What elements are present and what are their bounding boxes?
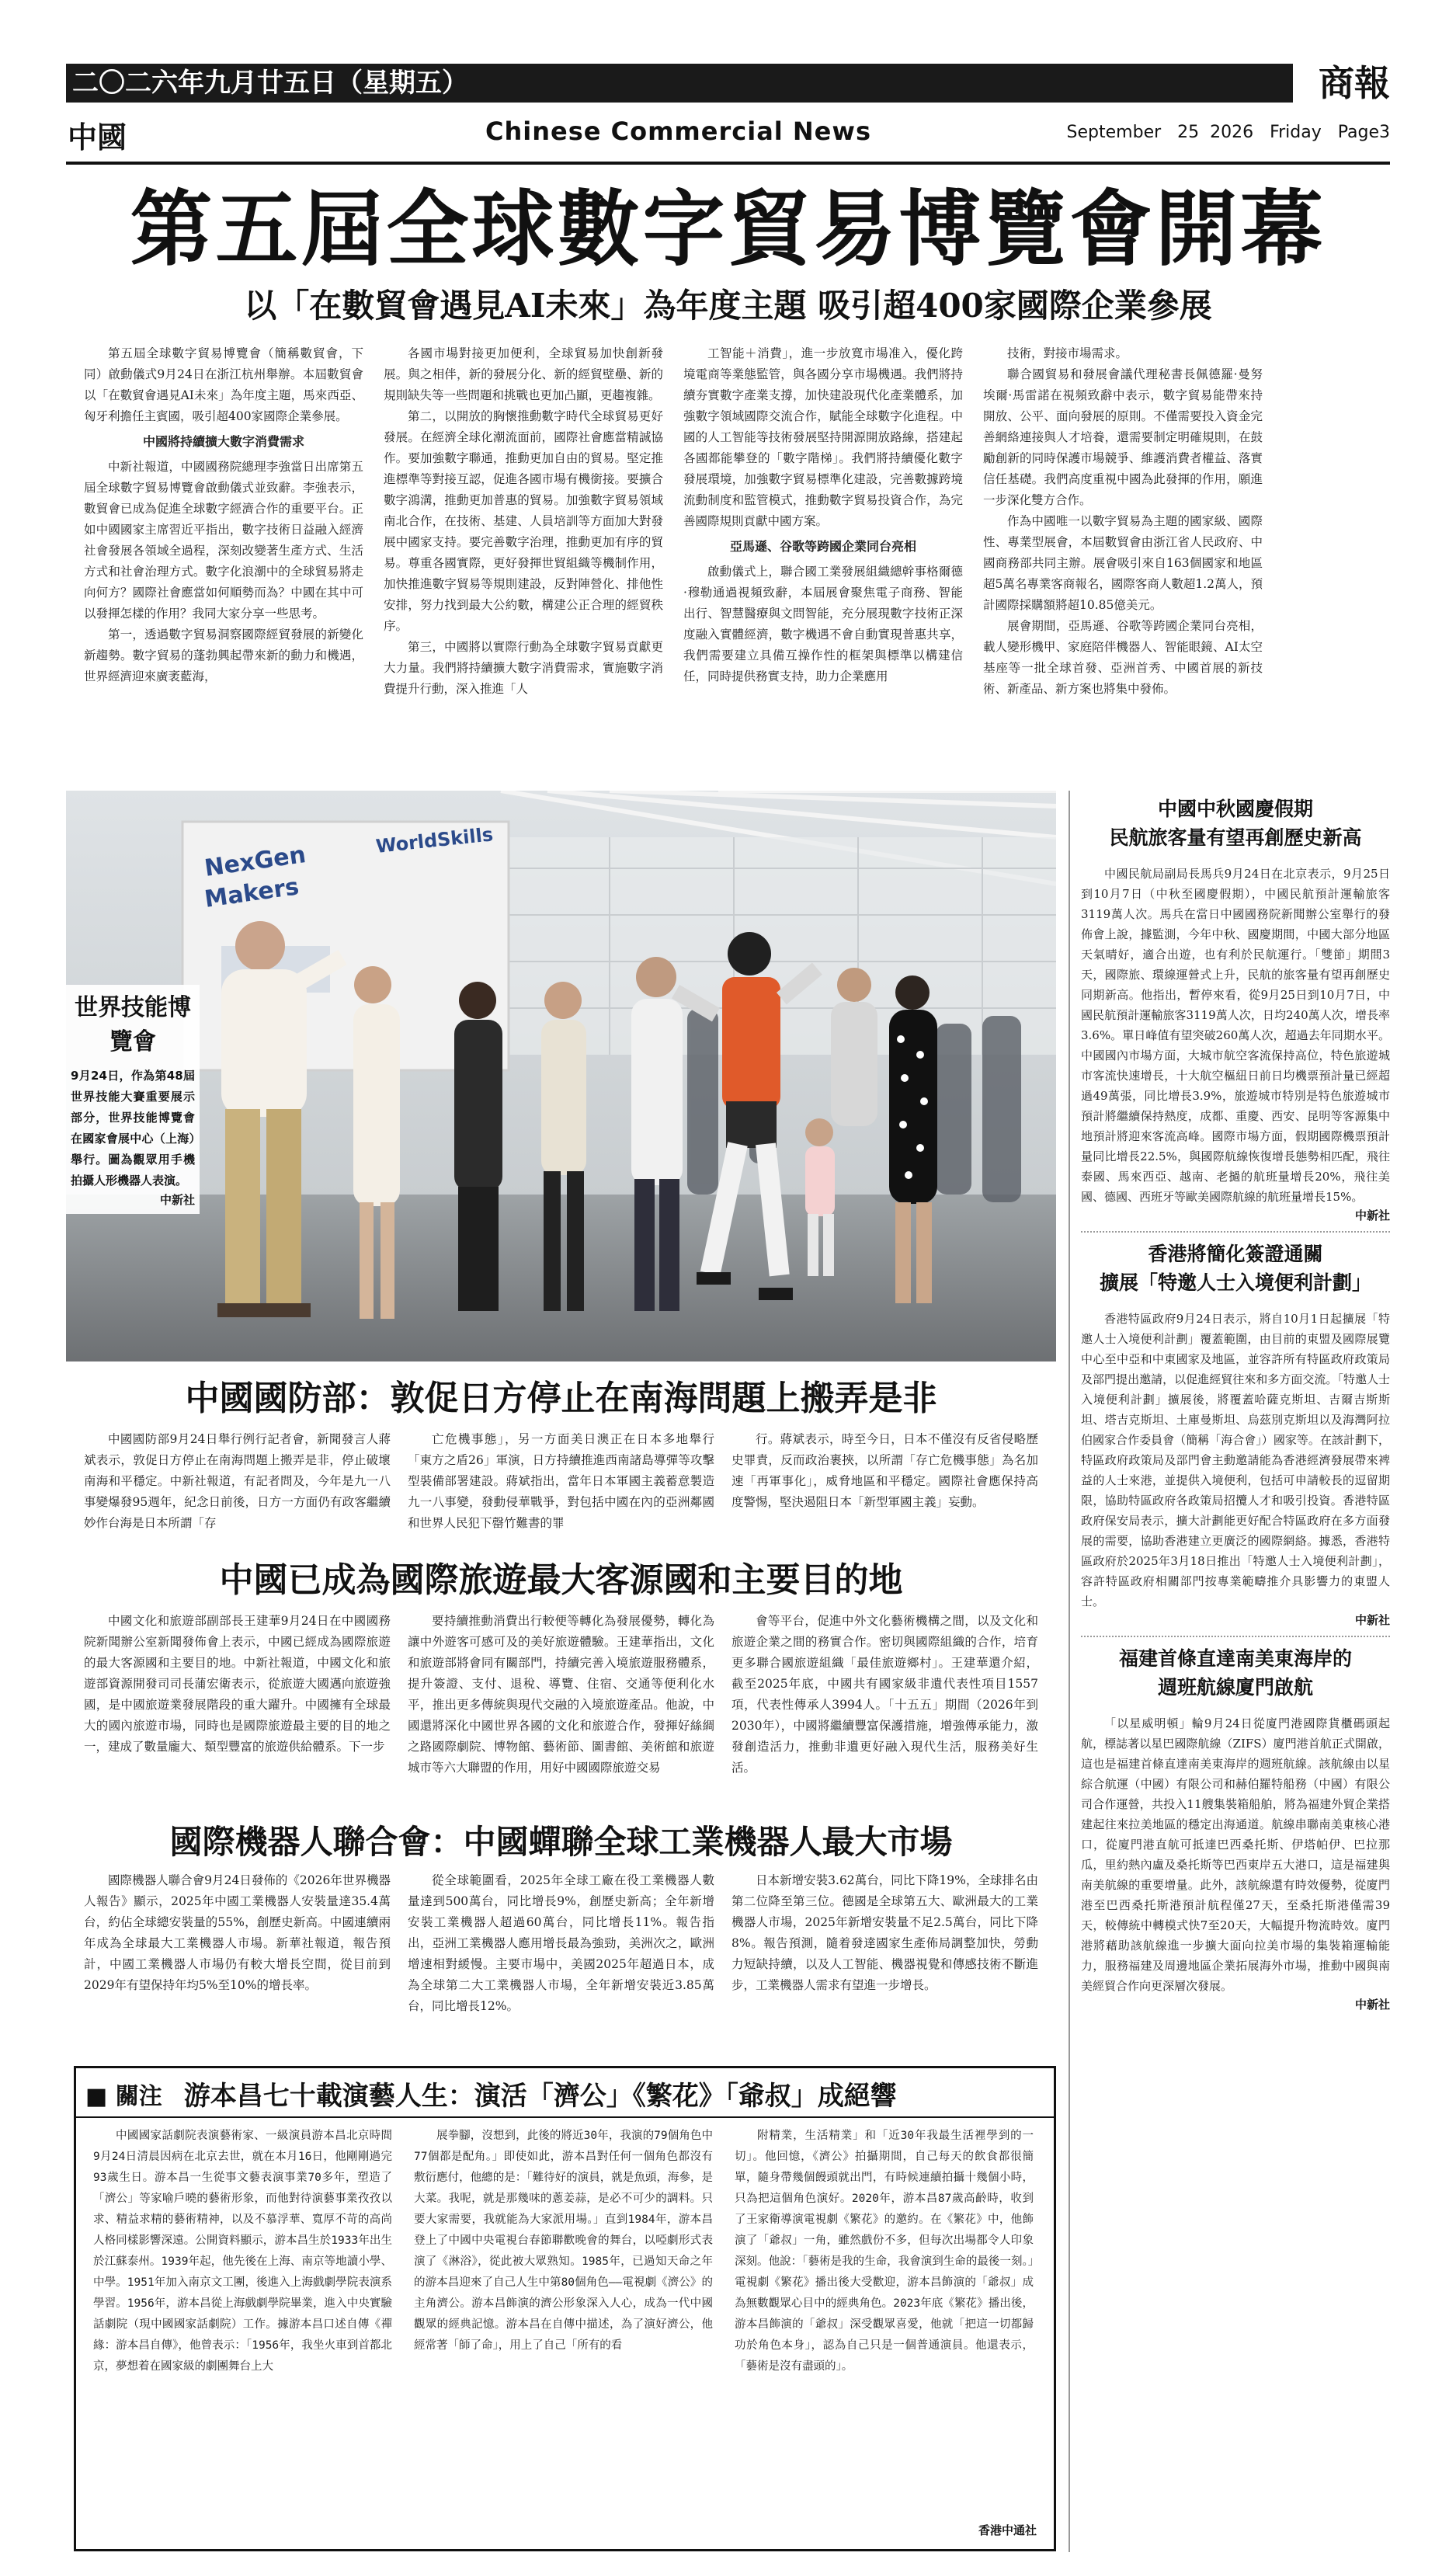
masthead xyxy=(66,64,1390,165)
paragraph: 中國民航局副局長馬兵9月24日在北京表示，9月25日到10月7日（中秋至國慶假期），中國民航預計運輸旅客3119萬人次。馬兵在當日中國國務院新聞辦公室舉行的發佈會上說，據監測，今年中秋、國慶期間，中國大部分地區天氣晴好，適合出遊，也有利於民航運行。「雙節」期間3天，國際旅、環線運營式上升，民航的旅客量有望再創歷史同期新高。他指出，暫停來看，從9月25日到10月7日，中國民航預計運輸旅客3119萬人次，日均240萬人次，增長率3.6%。單日峰值有望突破260萬人次，超過去年同期水平。中國國內市場方面，大城市航空客流保持高位，特色旅遊城市客流快速增長，十大航空樞紐日前日均機票預計量已經超過49萬張，同比增長3.9%，旅遊城市特別是特色旅遊城市預計將繼續保持熱度，成都、重慶、西安、昆明等客源集中地預計將迎來客流高峰。國際市場方面，假期國際機票預計量同比增長22.5%，與國際航線恢復增長態勢相匹配，飛往泰國、馬來西亞、越南、老撾的航班量增長20%，飛往美國、德國、西班牙等歐美國際航線的航班量增長15%。 xyxy=(1081,867,1390,1204)
feature-tag: ■ 關注 xyxy=(85,2082,162,2110)
defense-column-1 xyxy=(84,1429,391,1534)
sidebar-story-1-head-2: 民航旅客量有望再創歷史新高 xyxy=(1109,826,1362,849)
booth-sign-worldskills: WorldSkills xyxy=(374,823,495,857)
paragraph: 日本新增安裝3.62萬台，同比下降19%，全球排名由第二位降至第三位。德國是全球第五大、歐洲最大的工業機器人市場，2025年新增安裝量不足2.5萬台，同比下降8%。報告預測，隨着發達國家生產佈局調整加快，勞動力短缺持續，以及人工智能、機器視覺和傳感技術不斷進步，工業機器人需求有望進一步增長。 xyxy=(731,1873,1038,1992)
robots-column-1 xyxy=(84,1870,391,1996)
feature-headline: 游本昌七十載演藝人生：演活「濟公」《繁花》「爺叔」成絕響 xyxy=(183,2081,897,2112)
sidebar-story-3-head-2: 週班航線廈門啟航 xyxy=(1157,1676,1313,1699)
paragraph: 展拳腳，沒想到，此後的將近30年，我演的79個角色中77個都是配角。」即使如此，游本昌對任何一個角色都沒有敷衍應付，他總的是：「難待好的演員，就是魚頭，海參，是大菜。我呢，就是那幾味的蔥姜蒜，是必不可少的調料。只要大家需要，我就能為大家派用場。」直到1984年，游本昌登上了中國中央電視台春節聯歡晚會的舞台，以啞劇形式表演了《淋浴》，從此被大眾熟知。1985年，已過知天命之年的游本昌迎來了自己人生中第80個角色——電視劇《濟公》的主角濟公。游本昌飾演的濟公形象深入人心，成為一代中國觀眾的經典記憶。游本昌在自傳中描述，為了演好濟公，他經常著「師了命」，用上了自己「所有的看 xyxy=(414,2130,713,2352)
robots-column-2 xyxy=(408,1870,714,2017)
paragraph: 「以星威明頓」輪9月24日從廈門港國際貨櫃碼頭起航，標誌著以星巴國際航線（ZIFS）廈門港首航正式開啟，這也是福建首條直達南美東海岸的週班航線。該航線由以星綜合航運（中國）有限公司和赫伯羅特船務（中國）有限公司合作運營，共投入11艘集裝箱船舶，將為福建外貿企業搭建起往來拉美地區的穩定出海通道。航線串聯南美東核心港口，從廈門港直航可抵達巴西桑托斯、伊塔帕伊、巴拉那瓜，里約熱內盧及桑托斯等巴西東岸五大港口，這是福建與南美航線的重要增量。此外，該航線還有時效優勢，從廈門港至巴西桑托斯港預計航程僅27天，至桑托斯港僅需39天，較傳統中轉模式快7至20天，大幅提升物流時效。廈門港將藉助該航線進一步擴大面向拉美市場的集裝箱運輸能力，服務福建及周邊地區企業拓展海外市場，推動中國與南美經貿合作向更深層次發展。 xyxy=(1081,1716,1390,1993)
booth-sign-nexgen: NexGen xyxy=(203,841,308,882)
sidebar-story-3-head-1: 福建首條直達南美東海岸的 xyxy=(1118,1647,1352,1670)
booth-sign-makers: Makers xyxy=(203,873,301,913)
paragraph: 國際機器人聯合會9月24日發佈的《2026年世界機器人報告》顯示，2025年中國工業機器人安裝量達35.4萬台，約佔全球總安裝量的55%，創歷史新高。中國連續兩年成為全球最大工業機器人市場。新華社報道，報告預計，中國工業機器人市場仍有較大增長空間，從目前到2029年有望保持年均5%至10%的增長率。 xyxy=(84,1873,391,1992)
paragraph: 第五屆全球數字貿易博覽會（簡稱數貿會，下同）啟動儀式9月24日在浙江杭州舉辦。本屆數貿會以「在數貿會遇見AI未來」為年度主題，馬來西亞、匈牙利擔任主賓國，吸引超400家國際企業參展。 xyxy=(84,346,363,423)
feature-box xyxy=(74,2066,1056,2551)
feature-byline: 香港中通社 xyxy=(978,2523,1037,2537)
sidebar-story-1-body xyxy=(1081,864,1390,1207)
masthead-rule xyxy=(66,162,1390,165)
defense-column-2 xyxy=(408,1429,714,1534)
tourism-column-3 xyxy=(731,1611,1038,1779)
brand-logo: 商報 xyxy=(1319,62,1390,104)
paragraph: 中新社報道，中國國務院總理李強當日出席第五屆全球數字貿易博覽會啟動儀式並致辭。李強表示，數貿會已成為促進全球數字經濟合作的重要平台。正如中國國家主席習近平指出，數字技術日益融入經濟社會發展各領域全過程，深刻改變著生產方式、生活方式和社會治理方式。數字化浪潮中的全球貿易將走向何方？國際社會應當如何順勢而為？中國在其中可以發揮怎樣的作用？我同大家分享一些思考。 xyxy=(84,460,363,621)
paragraph: 啟動儀式上，聯合國工業發展組織總幹事格爾德·穆勒通過視頻致辭，本屆展會聚焦電子商務、智能出行、智慧醫療與文問智能，充分展現數字技術正深度融入實體經濟，數字機遇不會自動實現普惠共享，我們需要建立具備互操作性的框架與標準以構建信任，同時提供務實支持，助力企業應用 xyxy=(683,565,963,683)
sidebar-divider xyxy=(1069,791,1070,2552)
lead-headline: 第五屆全球數字貿易博覽會開幕 xyxy=(130,182,1326,277)
paragraph: 中國國防部9月24日舉行例行記者會，新聞發言人蔣斌表示，敦促日方停止在南海問題上搬弄是非，停止破壞南海和平穩定。中新社報道，有記者問及，今年是九一八事變爆發95週年，紀念日前後，日方一方面仍有政客繼續妙作台海是日本所謂「存 xyxy=(84,1432,391,1530)
paragraph: 第三，中國將以實際行動為全球數字貿易貢獻更大力量。我們將持續擴大數字消費需求，實施數字消費提升行動，深入推進「人 xyxy=(384,640,663,696)
sidebar-story-3-body xyxy=(1081,1713,1390,1996)
feature-header-rule xyxy=(76,2116,1054,2118)
sidebar-separator xyxy=(1081,1231,1390,1233)
paragraph: 香港特區政府9月24日表示，將自10月1日起擴展「特邀人士入境便利計劃」覆蓋範圍，由目前的東盟及國際展覽中心至中亞和中東國家及地區，並容許所有特區政府政策局及部門提出邀請，以促進經貿往來和多方面交流。「特邀人士入境便利計劃」擴展後，將覆蓋哈薩克斯坦、吉爾吉斯斯坦、塔吉克斯坦、土庫曼斯坦、烏茲別克斯坦以及海灣阿拉伯國家合作委員會（簡稱「海合會」）國家等。在該計劃下，特區政府政策局及部門會主動邀請能為香港經濟發展帶來裨益的人士來港，並提供入境便利，包括可申請較長的逗留期限，協助特區政府各政策局招攬人才和吸引投資。香港特區政府保安局表示，擴大計劃能更好配合特區政府在多方面發展的需要，協助香港建立更廣泛的國際網絡。據悉，香港特區政府於2025年3月18日推出「特邀人士入境便利計劃」，容許特區政府相關部門按專業範疇推介具影響力的東盟人士。 xyxy=(1081,1312,1390,1608)
date-cn: 二〇二六年九月廿五日（星期五） xyxy=(72,68,468,99)
lead-column-2 xyxy=(384,343,663,700)
robots-column-3 xyxy=(731,1870,1038,1996)
section-label: 中國 xyxy=(68,120,127,155)
feature-column-1 xyxy=(93,2126,392,2377)
sidebar-separator xyxy=(1081,1636,1390,1637)
lead-column-1 xyxy=(84,343,363,687)
robot-photo xyxy=(66,791,1056,1361)
paragraph: 會等平台，促進中外文化藝術機構之間，以及文化和旅遊企業之間的務實合作。密切與國際組織的合作，培育更多聯合國旅遊組織「最佳旅遊鄉村」。王建華還介紹，截至2025年底，中國共有國家級非遺代表性項目1557項，代表性傳承人3994人。「十五五」期間（2026年到2030年），中國將繼續豐富保護措施，增強傳承能力，激發創造活力，推動非遺更好融入現代生活，服務美好生活。 xyxy=(731,1614,1038,1775)
sidebar-story-1-byline: 中新社 xyxy=(1354,1208,1390,1222)
photo-frame xyxy=(66,791,1056,1361)
lead-column-4 xyxy=(983,343,1263,700)
paragraph: 作為中國唯一以數字貿易為主題的國家級、國際性、專業型展會，本屆數貿會由浙江省人民政府、中國商務部共同主辦。展會吸引來自163個國家和地區超5萬名專業客商報名，國際客商人數超1.2萬人，預計國際採購額將超10.85億美元。 xyxy=(983,514,1263,612)
tourism-column-1 xyxy=(84,1611,391,1758)
paragraph: 技術，對接市場需求。 xyxy=(1007,346,1128,360)
photo-caption xyxy=(66,985,200,1214)
sidebar xyxy=(1081,791,1390,2012)
paragraph: 各國市場對接更加便利，全球貿易加快創新發展。與之相伴，新的發展分化、新的經貿壁壘、新的規則缺失等一些問題和挑戰也更加凸顯，更趨複雜。 xyxy=(384,346,663,402)
paragraph: 亡危機事態」，另一方面美日澳正在日本多地舉行「東方之盾26」軍演，日方持續推進西南諸島導彈等攻擊型裝備部署建設。蔣斌指出，當年日本軍國主義蓄意製造九一八事變，發動侵華戰爭，對包括中國在內的亞洲鄰國和世界人民犯下罄竹難書的罪 xyxy=(408,1432,714,1530)
tourism-column-2 xyxy=(408,1611,714,1779)
feature-header xyxy=(85,2074,897,2113)
defense-column-3 xyxy=(731,1429,1038,1513)
paragraph: 從全球範圍看，2025年全球工廠在役工業機器人數量達到500萬台，同比增長9%，創歷史新高；全年新增安裝工業機器人超過60萬台，同比增長11%。報告指出，亞洲工業機器人應用增長最為強勁，美洲次之，歐洲增速相對緩慢。主要市場中，美國2025年超過日本，成為全球第二大工業機器人市場，全年新增安裝近3.85萬台，同比增長12%。 xyxy=(408,1873,714,2013)
paragraph: 第一，透過數字貿易洞察國際經貿發展的新變化新趨勢。數字貿易的蓬勃興起帶來新的動力和機遇，世界經濟迎來廣袤藍海， xyxy=(84,628,363,683)
caption-text: 9月24日，作為第48屆世界技能大賽重要展示部分，世界技能博覽會在國家會展中心（上海）舉行。圖為觀眾用手機拍攝人形機器人表演。 xyxy=(71,1069,195,1188)
lead-subheadline: 以「在數貿會遇見AI未來」為年度主題 吸引超400家國際企業參展 xyxy=(244,287,1212,325)
paragraph: 行。蔣斌表示，時至今日，日本不僅沒有反省侵略歷史罪責，反而政治裹挾，以所謂「存亡危機事態」為名加速「再軍事化」，威脅地區和平穩定。國際社會應保持高度警惕，堅決遏阻日本「新型軍國主義」妄動。 xyxy=(731,1432,1038,1509)
caption-credit: 中新社 xyxy=(159,1193,195,1207)
sidebar-story-3-byline: 中新社 xyxy=(1354,1998,1390,2012)
feature-column-3 xyxy=(735,2126,1034,2377)
paragraph: 附精業，生活精業」和「近30年我最生活裡學到的一切」。他回憶，《濟公》拍攝期間，自己每天的飲食都很簡單，隨身帶幾個饅頭就出門，有時候連續拍攝十幾個小時，只為把這個角色演好。2020年，游本昌87歲高齡時，收到了王家衛導演電視劇《繁花》的邀約。在《繁花》中，他飾演了「爺叔」一角，雖然戲份不多，但每次出場都令人印象深刻。他說：「藝術是我的生命，我會演到生命的最後一刻。」電視劇《繁花》播出後大受歡迎，游本昌飾演的「爺叔」成為無數觀眾心目中的經典角色。2023年底《繁花》播出後，游本昌飾演的「爺叔」深受觀眾喜愛，他就「把這一切都歸功於角色本身」，認為自己只是一個普通演員。他還表示，「藝術是沒有盡頭的」。 xyxy=(735,2130,1034,2373)
sidebar-story-2-head-2: 擴展「特邀人士入境便利計劃」 xyxy=(1099,1271,1371,1294)
paragraph: 中國國家話劇院表演藝術家、一級演員游本昌北京時間9月24日清晨因病在北京去世，就在本月16日，他剛剛過完93歲生日。游本昌一生從事文藝表演事業70多年，塑造了「濟公」等家喻戶曉的藝術形象，而他對待演藝事業孜孜以求、精益求精的藝術精神，以及不慕浮華、寬厚不苛的高尚人格同樣影響深遠。公開資料顯示，游本昌生於1933年出生於江蘇泰州。1939年起，他先後在上海、南京等地讀小學、中學。1951年加入南京文工團，後進入上海戲劇學院表演系學習。1956年，游本昌從上海戲劇學院畢業，進入中央實驗話劇院（現中國國家話劇院）工作。據游本昌口述自傳《禪緣：游本昌自傳》，他曾表示：「1956年，我坐火車到首都北京，夢想着在國家級的劇團舞台上大 xyxy=(93,2130,392,2373)
robots-headline: 國際機器人聯合會：中國蟬聯全球工業機器人最大市場 xyxy=(169,1823,953,1861)
paragraph: 展會期間，亞馬遜、谷歌等跨國企業同台亮相，載人變形機甲、家庭陪伴機器人、智能眼鏡、AI太空基座等一批全球首發、亞洲首秀、中國首展的新技術、新產品、新方案也將集中發佈。 xyxy=(983,619,1263,696)
paper-name: Chinese Commercial News xyxy=(485,116,871,146)
sidebar-story-2-byline: 中新社 xyxy=(1354,1613,1390,1627)
sidebar-story-2-body xyxy=(1081,1309,1390,1612)
subhead: 亞馬遜、谷歌等跨國企業同台亮相 xyxy=(729,539,916,554)
paragraph: 中國文化和旅遊部副部長王建華9月24日在中國國務院新聞辦公室新聞發佈會上表示，中國已經成為國際旅遊的最大客源國和主要目的地。中新社報道，中國文化和旅遊部資源開發司司長蒲宏衛表示，從旅遊大國邁向旅遊強國，是中國旅遊業發展階段的重大躍升。中國擁有全球最大的國內旅遊市場，同時也是國際旅遊最主要的目的地之一，建成了數量龐大、類型豐富的旅遊供給體系。下一步 xyxy=(84,1614,391,1754)
paragraph: 第二，以開放的胸懷推動數字時代全球貿易更好發展。在經濟全球化潮流面前，國際社會應當精誠協作。要加強數字聯通，推動更加自由的貿易。堅定推進標準等對接互認，促進各國市場有機銜接。要擴合數字鴻溝，推動更加普惠的貿易。加強數字貿易領域南北合作，在技術、基建、人員培訓等方面加大對發展中國家支持。要完善數字治理，推動更加有序的貿易。尊重各國實際，更好發揮世貿組織等機制作用，加快推進數字貿易等規則建設，反對陣營化、排他性安排，努力找到最大公約數，構建公正合理的經貿秩序。 xyxy=(384,409,663,633)
caption-title: 世界技能博覽會 xyxy=(75,994,191,1055)
sidebar-story-2-head-1: 香港將簡化簽證通關 xyxy=(1148,1243,1323,1265)
defense-headline: 中國國防部：敦促日方停止在南海問題上搬弄是非 xyxy=(185,1379,937,1418)
feature-column-2 xyxy=(414,2126,713,2356)
tourism-headline: 中國已成為國際旅遊最大客源國和主要目的地 xyxy=(219,1560,903,1600)
paragraph: 要持續推動消費出行較便等轉化為發展優勢，轉化為讓中外遊客可感可及的美好旅遊體驗。王建華指出，文化和旅遊部將會同有關部門，持續完善入境旅遊服務體系，提升簽證、支付、退稅、導覽、住宿、交通等便利化水平，推出更多傳統與現代交融的入境旅遊產品。他說，中國還將深化中國世界各國的文化和旅遊合作，發揮好絲綢之路國際劇院、博物館、藝術節、圖書館、美術館和旅遊城市等六大聯盟的作用，用好中國國際旅遊交易 xyxy=(408,1614,714,1775)
paragraph: 聯合國貿易和發展會議代理秘書長佩德羅·曼努埃爾·馬雷諾在視頻致辭中表示，數字貿易能帶來持開放、公平、面向發展的原則。不僅需要投入資金完善網絡連接與人才培養，還需要制定明確規則，在鼓勵創新的同時保護市場競爭、維護消費者權益、落實信任基礎。我們高度重視中國為此發揮的作用，願進一步深化雙方合作。 xyxy=(983,367,1263,507)
sidebar-story-1-head-1: 中國中秋國慶假期 xyxy=(1157,798,1313,820)
subhead: 中國將持續擴大數字消費需求 xyxy=(142,434,304,449)
date-en: September 25 2026 Friday Page3 xyxy=(1066,123,1390,142)
lead-column-3 xyxy=(683,343,963,687)
paragraph: 工智能＋消費」，進一步放寬市場准入，優化跨境電商等業態監管，與各國分享市場機遇。我們將持續夯實數字產業支撐，加快建設現代化產業體系，加強數字領域國際交流合作，賦能全球數字化進程。中國的人工智能等技術發展堅持開源開放路線，搭建起各國都能攀登的「數字階梯」。我們將持續優化數字發展環境，加強數字貿易標準化建設，完善數據跨境流動制度和監管模式，推動數字貿易投資合作，為完善國際規則貢獻中國方案。 xyxy=(683,346,963,528)
